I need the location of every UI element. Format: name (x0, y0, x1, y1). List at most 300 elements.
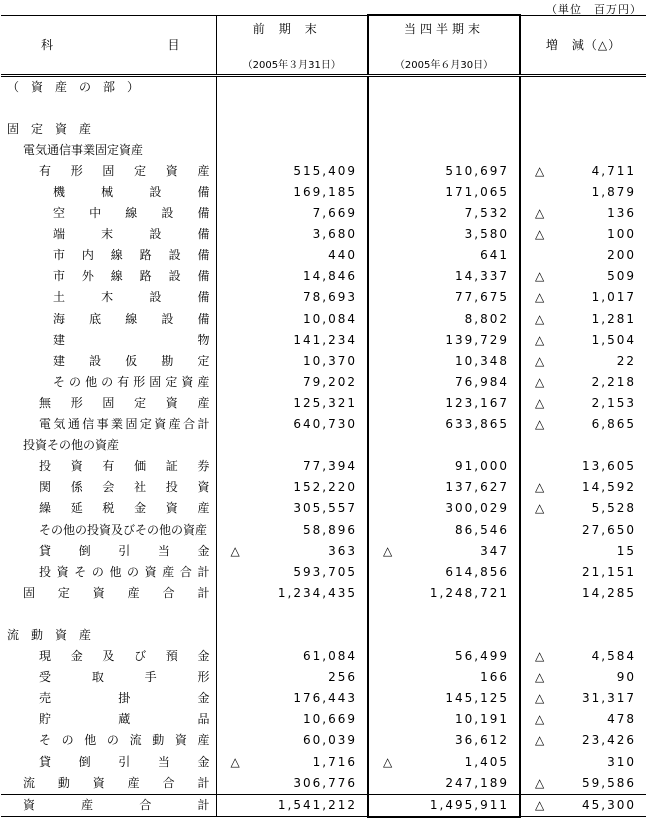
row-diff-value (520, 477, 646, 498)
row-label-char: 産 (168, 417, 181, 432)
header-prev (216, 15, 368, 75)
table-row (1, 562, 646, 583)
value-text: 2,153 (591, 395, 636, 410)
negative-marker: △ (383, 543, 393, 558)
row-prev-value (216, 224, 368, 245)
row-curr-value (368, 203, 520, 224)
row-label-cell (1, 688, 216, 709)
table-row (1, 414, 646, 435)
table-row (1, 119, 646, 140)
row-prev-value (216, 245, 368, 266)
row-label-char: 計 (197, 564, 210, 579)
value-text: 31,317 (582, 691, 636, 706)
row-label: 電気通信事業固定資産 (23, 142, 144, 157)
row-label-char: 形 (133, 374, 146, 389)
row-label-char: 設 (161, 206, 174, 221)
value-text: 633,865 (445, 417, 509, 432)
value-text: 478 (607, 712, 636, 727)
header-item-char-2: 目 (167, 37, 180, 52)
row-diff-value (520, 688, 646, 709)
row-diff-value (520, 794, 646, 817)
table-row (1, 519, 646, 540)
row-label-char: 形 (197, 670, 210, 685)
row-label: その他の投資及びその他の資産 (39, 522, 208, 537)
row-label-cell (1, 266, 216, 287)
row-curr-value (368, 456, 520, 477)
row-label (1, 351, 216, 372)
row-curr-value (368, 562, 520, 583)
header-curr-title: 当四半期末 (403, 22, 484, 36)
row-label-char: 資 (181, 374, 194, 389)
row-label-cell (1, 203, 216, 224)
row-diff-value (520, 182, 646, 203)
header-item (1, 15, 216, 75)
value-text: 440 (328, 248, 357, 263)
table-row (1, 773, 646, 795)
row-label-cell (1, 541, 216, 562)
row-label-char: 設 (168, 248, 181, 263)
row-label-char: 械 (101, 185, 114, 200)
row-curr-value (368, 393, 520, 414)
value-text: 640,730 (293, 417, 357, 432)
value-text: 77,675 (455, 290, 509, 305)
row-curr-value (368, 98, 520, 119)
value-text: 363 (328, 543, 357, 558)
row-label-cell (1, 245, 216, 266)
value-text: 1,248,721 (429, 585, 509, 600)
table-row (1, 330, 646, 351)
negative-marker: △ (535, 374, 545, 389)
row-label-char: 金 (197, 543, 210, 558)
negative-marker: △ (535, 206, 545, 221)
row-label-cell (1, 519, 216, 540)
row-label-char: 貸 (39, 754, 52, 769)
row-diff-value (520, 161, 646, 182)
row-prev-value (216, 351, 368, 372)
negative-marker: △ (535, 712, 545, 727)
header-prev-date: （2005年３月31日） (242, 59, 341, 71)
row-label-char: 合 (139, 797, 152, 812)
header-diff (520, 15, 646, 75)
row-prev-value (216, 646, 368, 667)
value-text: 23,426 (582, 733, 636, 748)
value-text: 310 (607, 754, 636, 769)
row-label-cell (1, 730, 216, 751)
row-label-char: 資 (56, 564, 69, 579)
row-diff-value (520, 646, 646, 667)
row-label-char: 信 (82, 417, 95, 432)
row-label-cell (1, 309, 216, 330)
row-label: 投資その他の資産 (23, 438, 120, 453)
row-label-char: 流 (23, 775, 36, 790)
row-curr-value (368, 519, 520, 540)
row-label-char: 線 (125, 311, 138, 326)
row-label-char: 産 (197, 374, 210, 389)
row-label-char: そ (39, 733, 52, 748)
row-diff-value (520, 393, 646, 414)
row-label-cell (1, 709, 216, 730)
value-text: 200 (607, 248, 636, 263)
header-row (1, 15, 646, 75)
row-label-char: 有 (117, 374, 130, 389)
value-text: 145,125 (445, 691, 509, 706)
row-diff-value (520, 435, 646, 456)
row-label-char: 備 (197, 206, 210, 221)
value-text: 141,234 (293, 332, 357, 347)
value-text: 14,285 (582, 585, 636, 600)
row-label-char: の (106, 733, 119, 748)
table-row (1, 604, 646, 625)
value-text: 2,218 (591, 374, 636, 389)
row-curr-value (368, 119, 520, 140)
row-label-char: 業 (111, 417, 124, 432)
row-label (1, 541, 216, 562)
row-label (1, 372, 216, 393)
row-prev-value (216, 435, 368, 456)
row-label-char: 計 (197, 585, 210, 600)
table-row (1, 435, 646, 456)
row-prev-value (216, 477, 368, 498)
row-label-char: 資 (92, 775, 105, 790)
row-prev-value (216, 372, 368, 393)
row-label-char: 事 (96, 417, 109, 432)
row-prev-value (216, 98, 368, 119)
table-row (1, 709, 646, 730)
row-label-char: 設 (149, 290, 162, 305)
row-prev-value (216, 287, 368, 308)
row-label-char: 合 (162, 585, 175, 600)
row-label-cell (1, 119, 216, 140)
row-label-char: 資 (92, 585, 105, 600)
row-label-char: 固 (102, 163, 115, 178)
row-diff-value (520, 245, 646, 266)
table-row (1, 477, 646, 498)
table-row (1, 646, 646, 667)
row-label (1, 583, 216, 604)
row-label-char: 投 (165, 480, 178, 495)
row-prev-value (216, 730, 368, 751)
value-text: 166 (480, 670, 509, 685)
row-label-char: 掛 (118, 691, 131, 706)
table-row (1, 266, 646, 287)
row-label-char: 設 (168, 269, 181, 284)
row-label-char: 合 (183, 417, 196, 432)
value-text: 10,370 (303, 353, 357, 368)
table-row (1, 393, 646, 414)
value-text: 100 (607, 227, 636, 242)
row-label-cell (1, 140, 216, 161)
value-text: 58,896 (303, 522, 357, 537)
negative-marker: △ (230, 543, 240, 558)
row-prev-value (216, 393, 368, 414)
row-label-cell (1, 477, 216, 498)
row-label-char: 預 (165, 649, 178, 664)
row-label (1, 287, 216, 308)
row-prev-value (216, 625, 368, 646)
row-label-char: 備 (197, 290, 210, 305)
row-label (1, 773, 216, 794)
value-text: 14,592 (582, 480, 636, 495)
row-label (1, 752, 216, 773)
row-label-char: 延 (70, 501, 83, 516)
row-label (1, 667, 216, 688)
row-diff-value (520, 140, 646, 161)
row-curr-value (368, 646, 520, 667)
table-row (1, 541, 646, 562)
row-label-char: 備 (197, 185, 210, 200)
row-label-char: 産 (127, 585, 140, 600)
value-text: 347 (480, 543, 509, 558)
row-label-char: 市 (53, 269, 66, 284)
table-body (1, 75, 646, 817)
negative-marker: △ (535, 290, 545, 305)
value-text: 56,499 (455, 649, 509, 664)
row-curr-value (368, 625, 520, 646)
row-label-char: 他 (84, 733, 97, 748)
unit-label: （単位 百万円） (546, 3, 642, 16)
row-label-char: 産 (81, 797, 94, 812)
row-label-cell (1, 98, 216, 119)
row-prev-value (216, 309, 368, 330)
value-text: 21,151 (582, 564, 636, 579)
row-label-char: 木 (101, 290, 114, 305)
row-label-char: 建 (53, 332, 66, 347)
row-label-char: 固 (102, 395, 115, 410)
value-text: 14,846 (303, 269, 357, 284)
value-text: 60,039 (303, 733, 357, 748)
row-label-char: 他 (85, 374, 98, 389)
row-prev-value (216, 794, 368, 817)
row-prev-value (216, 161, 368, 182)
row-curr-value (368, 773, 520, 795)
row-curr-value (368, 414, 520, 435)
row-label-char: 市 (53, 248, 66, 263)
row-prev-value (216, 583, 368, 604)
row-label-char: の (91, 564, 104, 579)
row-diff-value (520, 330, 646, 351)
row-label (1, 414, 216, 435)
row-curr-value (368, 182, 520, 203)
table-row (1, 140, 646, 161)
value-text: 27,650 (582, 522, 636, 537)
row-label-char: 資 (165, 501, 178, 516)
row-label-char: そ (74, 564, 87, 579)
row-label (1, 709, 216, 730)
row-label-char: 物 (197, 332, 210, 347)
header-curr-date: （2005年６月30日） (394, 60, 494, 71)
row-prev-value (216, 519, 368, 540)
row-label-cell (1, 224, 216, 245)
value-text: 137,627 (445, 480, 509, 495)
row-label-cell (1, 414, 216, 435)
row-curr-value (368, 730, 520, 751)
row-label-char: 線 (110, 269, 123, 284)
row-prev-value (216, 773, 368, 795)
value-text: 139,729 (445, 332, 509, 347)
row-label-char: 倒 (78, 543, 91, 558)
row-label-char: 資 (197, 480, 210, 495)
row-label (1, 182, 216, 203)
value-text: 1,495,911 (429, 797, 509, 812)
negative-marker: △ (535, 269, 545, 284)
row-label-char: 建 (53, 353, 66, 368)
value-text: 176,443 (293, 691, 357, 706)
value-text: 15 (616, 543, 636, 558)
row-label-char: 電 (39, 417, 52, 432)
value-text: 86,546 (455, 522, 509, 537)
row-label-char: 資 (174, 733, 187, 748)
row-label-cell (1, 435, 216, 456)
value-text: 152,220 (293, 480, 357, 495)
row-label-char: 合 (162, 775, 175, 790)
row-label-char: 資 (70, 459, 83, 474)
row-label-char: 貸 (39, 543, 52, 558)
row-prev-value (216, 709, 368, 730)
negative-marker: △ (535, 417, 545, 431)
row-prev-value (216, 414, 368, 435)
table-row (1, 456, 646, 477)
row-label (1, 245, 216, 266)
row-label-char: 手 (144, 670, 157, 685)
row-label-char: 取 (91, 670, 104, 685)
row-diff-value (520, 224, 646, 245)
row-label-char: 仮 (125, 353, 138, 368)
negative-marker: △ (535, 733, 545, 748)
value-text: 90 (616, 670, 636, 685)
value-text: 1,405 (464, 754, 509, 769)
row-label-char: 線 (125, 206, 138, 221)
negative-marker: △ (535, 311, 545, 326)
row-label-char: 資 (23, 797, 36, 812)
row-label (1, 498, 216, 519)
row-label-char: 固 (23, 585, 36, 600)
row-label-char: 産 (197, 501, 210, 516)
value-text: 3,680 (312, 227, 357, 242)
row-label: 固 定 資 産 (7, 121, 92, 136)
row-label-char: 引 (118, 754, 131, 769)
row-label-cell (1, 75, 216, 98)
row-label-char: 備 (197, 311, 210, 326)
row-prev-value (216, 498, 368, 519)
header-diff-title: 増 減（△） (545, 37, 622, 52)
value-text: 6,865 (591, 417, 636, 432)
row-label-char: 当 (157, 754, 170, 769)
table-row (1, 688, 646, 709)
row-label-char: 定 (134, 163, 147, 178)
row-label (1, 730, 216, 751)
row-label-char: 現 (39, 649, 52, 664)
row-label-char: 産 (127, 775, 140, 790)
row-prev-value (216, 688, 368, 709)
table-row (1, 372, 646, 393)
value-text: 306,776 (293, 775, 357, 790)
row-label-char: 券 (197, 459, 210, 474)
table-row (1, 224, 646, 245)
row-label-char: 路 (139, 269, 152, 284)
row-diff-value (520, 562, 646, 583)
value-text: 14,337 (455, 269, 509, 284)
row-diff-value (520, 372, 646, 393)
row-diff-value (520, 98, 646, 119)
value-text: 171,065 (445, 185, 509, 200)
row-label-char: 備 (197, 248, 210, 263)
negative-marker: △ (535, 797, 545, 812)
row-label-cell (1, 287, 216, 308)
row-label-char: 空 (53, 206, 66, 221)
row-prev-value (216, 330, 368, 351)
row-diff-value (520, 414, 646, 435)
value-text: 13,605 (582, 459, 636, 474)
table-row (1, 351, 646, 372)
row-diff-value (520, 730, 646, 751)
row-label-char: 末 (101, 227, 114, 242)
row-diff-value (520, 541, 646, 562)
row-label-char: 品 (197, 712, 210, 727)
row-label-cell (1, 498, 216, 519)
row-label (1, 309, 216, 330)
row-label-char: 勘 (161, 353, 174, 368)
row-label-char: 備 (197, 227, 210, 242)
row-label-char: の (69, 374, 82, 389)
row-label-char: び (134, 649, 147, 664)
row-curr-value (368, 309, 520, 330)
row-label-char: 会 (102, 480, 115, 495)
row-label-char: 引 (118, 543, 131, 558)
row-label-char: 気 (53, 417, 66, 432)
value-text: 76,984 (455, 374, 509, 389)
negative-marker: △ (535, 649, 545, 664)
value-text: 7,669 (312, 206, 357, 221)
negative-marker: △ (535, 501, 545, 516)
row-label (1, 688, 216, 709)
row-curr-value (368, 498, 520, 519)
row-label-char: 定 (57, 585, 70, 600)
row-prev-value (216, 456, 368, 477)
row-label-cell (1, 562, 216, 583)
row-label-char: 定 (165, 374, 178, 389)
value-text: 45,300 (582, 797, 636, 812)
row-label-char: 蔵 (118, 712, 131, 727)
row-label-char: 合 (179, 564, 192, 579)
row-label-char: 金 (197, 649, 210, 664)
row-curr-value (368, 75, 520, 98)
row-prev-value (216, 119, 368, 140)
value-text: 169,185 (293, 185, 357, 200)
row-prev-value (216, 667, 368, 688)
row-label-char: 備 (197, 269, 210, 284)
value-text: 1,879 (591, 185, 636, 200)
row-label-char: 計 (197, 775, 210, 790)
negative-marker: △ (535, 395, 545, 410)
row-label-cell (1, 456, 216, 477)
row-label-char: 底 (89, 311, 102, 326)
row-label-char: 中 (89, 206, 102, 221)
value-text: 123,167 (445, 395, 509, 410)
row-label-char: 通 (67, 417, 80, 432)
row-curr-value (368, 667, 520, 688)
table-row (1, 98, 646, 119)
row-diff-value (520, 667, 646, 688)
row-prev-value (216, 182, 368, 203)
row-label-char: 海 (53, 311, 66, 326)
negative-marker: △ (230, 754, 240, 769)
row-curr-value (368, 435, 520, 456)
header-item-char-1: 科 (41, 37, 54, 52)
value-text: 1,281 (591, 311, 636, 326)
row-prev-value (216, 140, 368, 161)
negative-marker: △ (535, 775, 545, 790)
negative-marker: △ (383, 754, 393, 769)
